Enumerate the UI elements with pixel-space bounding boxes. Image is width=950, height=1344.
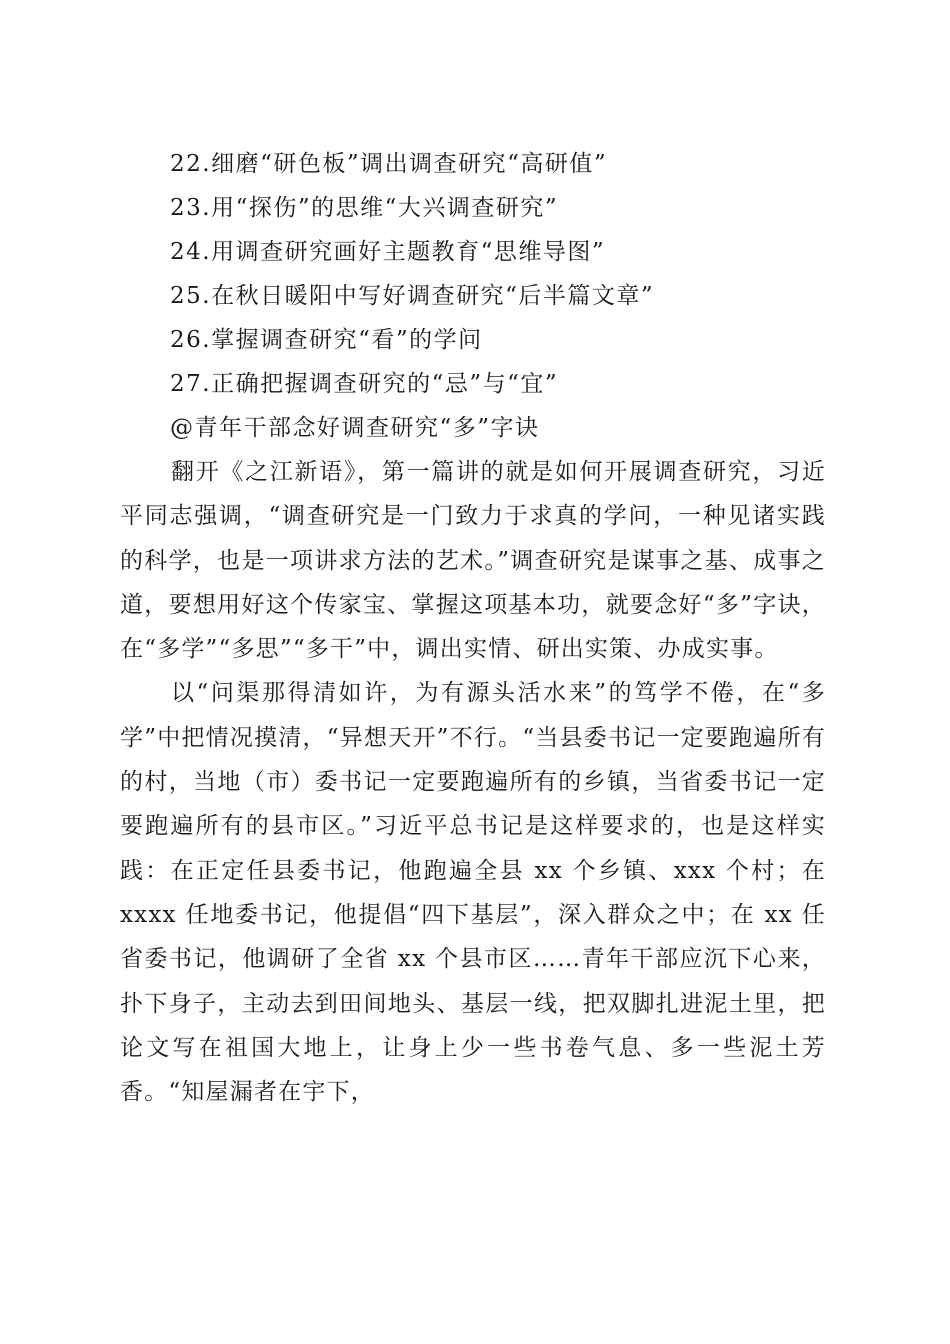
list-item: 22.细磨“研色板”调出调查研究“高研值” <box>170 151 608 177</box>
body-paragraph: 以“问渠那得清如许，为有源头活水来”的笃学不倦，在“多学”中把情况摸清，“异想天开”不行。“当县委书记一定要跑遍所有的村，当地（市）委书记一定要跑遍所有的乡镇，当省委书记一定要跑遍所有的县市区。”习近平总书记是这样要求的，也是这样实践：在正定任县委书记，他跑遍全县 xx 个乡镇、xxx 个村；在 xxxx 任地委书记，他提倡“四下基层”，深入群众之中；在 xx 任省委书记，他调研了全省 xx 个县市区……青年干部应沉下心来，扑下身子，主动去到田间地头、基层一线，把双脚扎进泥土里，把论文写在祖国大地上，让身上少一些书卷气息、多一些泥土芳香。“知屋漏者在宇下， <box>120 680 826 1106</box>
list-item: 24.用调查研究画好主题教育“思维导图” <box>170 239 606 265</box>
document-page <box>120 142 826 1114</box>
list-item: 26.掌握调查研究“看”的学问 <box>170 327 483 353</box>
list-item: 27.正确把握调查研究的“忌”与“宜” <box>170 371 559 397</box>
body-paragraph: 翻开《之江新语》，第一篇讲的就是如何开展调查研究，习近平同志强调，“调查研究是一门致力于求真的学问，一种见诸实践的科学，也是一项讲求方法的艺术。”调查研究是谋事之基、成事之道，要想用好这个传家宝、掌握这项基本功，就要念好“多”字诀，在“多学”“多思”“多干”中，调出实情、研出实策、办成实事。 <box>120 459 826 663</box>
list-item: 23.用“探伤”的思维“大兴调查研究” <box>170 195 559 221</box>
list-item: 25.在秋日暖阳中写好调查研究“后半篇文章” <box>170 283 655 309</box>
section-heading: @青年干部念好调查研究“多”字诀 <box>170 415 540 441</box>
